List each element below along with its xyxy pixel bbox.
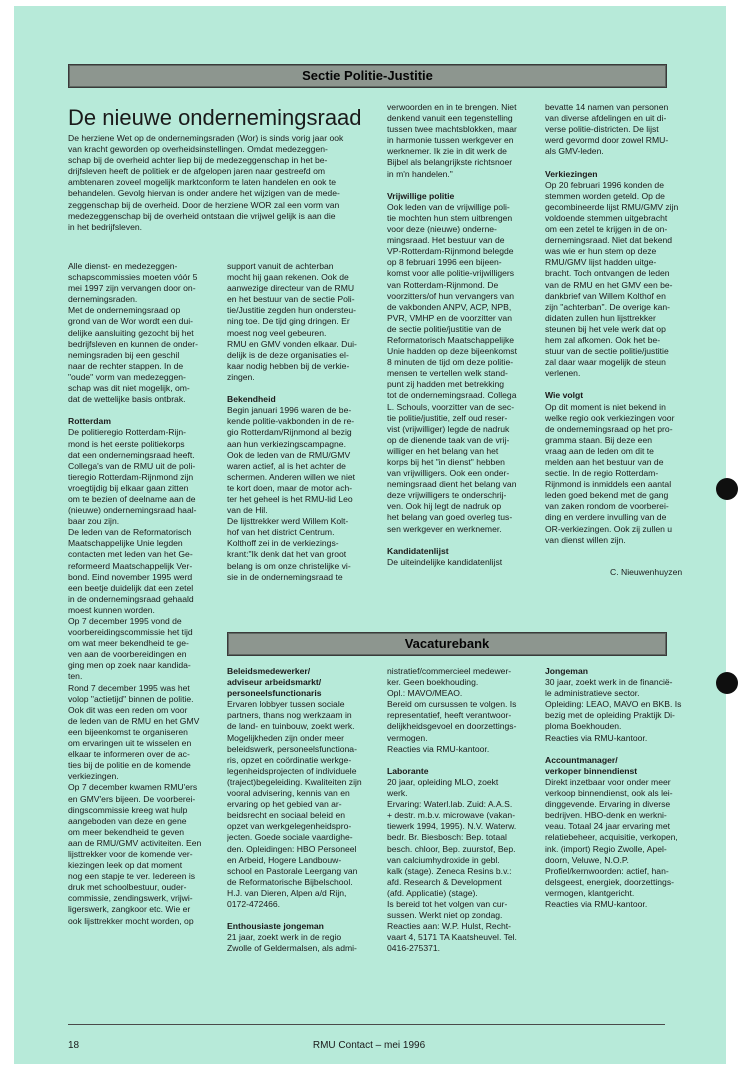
text-line: Op 7 december 1995 vond de <box>68 616 182 626</box>
text-line: moest kunnen worden. <box>68 604 155 615</box>
text-line: aan de RMU/GMV activiteiten. Een <box>68 837 202 848</box>
text-line: tiewerk 1994, 1995). N.V. Waterw. <box>387 821 517 832</box>
text-line: VP-Rotterdam-Rijnmond belegde <box>387 246 514 257</box>
text-line: legenheidsprojecten of individuele <box>227 765 357 776</box>
text-line: mei 1997 zijn vervangen door on- <box>68 283 196 294</box>
text-line: (traject)begeleiding. Kwaliteiten zijn <box>227 776 362 787</box>
text-line: schermen. Anderen willen we niet <box>227 471 356 482</box>
text-line: den. Opleidingen: HBO Personeel <box>227 843 357 854</box>
text-line: Collega's van de RMU uit de poli- <box>68 460 196 471</box>
text-line: 0416-275371. <box>387 943 441 954</box>
text-line: baar zou zijn. <box>68 516 120 527</box>
vacatures-column-3 <box>387 666 537 954</box>
text-line: besch. chloor, Bep. zuurstof, Bep. <box>387 843 516 854</box>
text-line: Opleiding: LEAO, MAVO en BKB. Is <box>545 699 682 710</box>
article-intro <box>68 133 388 233</box>
text-line: van calciumhydroxide in gebl. <box>387 854 500 865</box>
text-line: de sectie politie/justitie van de <box>387 323 502 334</box>
text-line: waren actief, al is het achter de <box>227 460 346 471</box>
text-line: support vanuit de achterban <box>227 261 334 271</box>
text-line: sussen. Werkt niet op zondag. <box>387 910 503 921</box>
subheading: adviseur arbeidsmarkt/ <box>227 677 322 688</box>
text-line: Ook leden van de vrijwillige poli- <box>387 201 510 212</box>
text-line: RMU en GMV vonden elkaar. Dui- <box>227 338 357 349</box>
text-line: hem zal afkomen. Ook het be- <box>545 334 661 345</box>
text-line: vermogen, klantgericht. <box>545 887 635 898</box>
text-line: om ervaringen uit te wisselen en <box>68 738 192 749</box>
article-column-2 <box>227 261 377 583</box>
paragraph-gap <box>545 379 695 390</box>
paragraph-gap <box>227 383 377 394</box>
vacatures-column-2 <box>227 666 377 954</box>
text-line: ten. <box>68 671 83 682</box>
text-line: ven aan de voorbereidingen en <box>68 649 187 660</box>
text-line: komst voor alle politie-vrijwilligers <box>387 268 515 279</box>
text-line: sectie. In de regio Rotterdam- <box>545 468 659 479</box>
text-line: lijsttrekker voor de komende ver- <box>68 848 193 859</box>
text-line: gio Rotterdam/Rijnmond al bezig <box>227 427 352 438</box>
subheading: Jongeman <box>545 666 588 676</box>
paragraph-gap <box>545 157 695 168</box>
text-line: voorbereidingscommissie het tijd <box>68 627 193 638</box>
text-line: bedr. Br. Biesbosch: Bep. totaal <box>387 832 507 843</box>
text-line: kiezingen leek op dat moment <box>68 860 183 871</box>
text-line: belang is om onze christelijke vi- <box>227 560 351 571</box>
text-line: stuur van de sectie politie/justitie <box>545 346 669 357</box>
article-column-4 <box>545 102 695 546</box>
text-line: Bereid om cursussen te volgen. Is <box>387 699 517 710</box>
text-line: en GMV'ers bijeen. De voorberei- <box>68 793 196 804</box>
text-line: 21 jaar, zoekt werk in de regio <box>227 932 342 943</box>
text-line: deze vrijwilligers te onderschrij- <box>387 490 507 501</box>
text-line: te kort doen, maar de motor ach- <box>227 482 353 493</box>
text-line: hof van het district Centrum. <box>227 527 335 538</box>
text-line: schap was dit niet mogelijk, om- <box>68 383 190 394</box>
text-line: leden goed bekend met de gang <box>545 490 669 501</box>
text-line: medezeggenschap bij de overheid ontstaan die vrijwel gelijk is aan die <box>68 210 336 221</box>
text-line: De herziene Wet op de ondernemingsraden (Wor) is sinds vorig jaar ook <box>68 133 344 143</box>
text-line: stemmen worden geteld. Op de <box>545 190 665 201</box>
subheading: Accountmanager/ <box>545 754 618 765</box>
text-line: Op 20 februari 1996 konden de <box>545 179 664 190</box>
text-line: Kolthoff zei in de verkiezings- <box>227 538 339 549</box>
text-line: nemingsraad dient het belang van <box>387 479 517 490</box>
text-line: van kracht geworden op overheidsinstellingen. Omdat medezeggen- <box>68 144 328 155</box>
text-line: dat een ondernemingsraad heeft. <box>68 449 195 460</box>
text-line: sie in de ondernemingsraad te <box>227 571 343 582</box>
text-line: verkiezingen. <box>68 771 119 782</box>
text-line: schapscommissies moeten vóór 5 <box>68 272 198 283</box>
text-line: de leden van de RMU en het GMV <box>68 715 200 726</box>
text-line: van zaken rondom de voorberei- <box>545 501 669 512</box>
text-line: melden aan het bestuur van de <box>545 457 664 467</box>
text-line: Opl.: MAVO/MEAO. <box>387 688 463 699</box>
text-line: Alle dienst- en medezeggen- <box>68 261 178 271</box>
paragraph-gap <box>68 405 218 416</box>
text-line: dernemingsraad. Niet dat bekend <box>545 235 673 246</box>
text-line: vooral advisering, kennis van en <box>227 788 350 799</box>
footer-rule <box>68 1024 665 1025</box>
text-line: delijk is de deze organisaties el- <box>227 349 349 360</box>
text-line: Ook de leden van de RMU/GMV <box>227 449 351 460</box>
text-line: beleidswerk, personeelsfunctiona- <box>227 743 357 754</box>
text-line: (nieuwe) ondernemingsraad haal- <box>68 505 197 516</box>
text-line: tie politie/justitie, zelf oud reser- <box>387 412 508 423</box>
text-line: druk met schoolbestuur, ouder- <box>68 882 187 893</box>
text-line: De leden van de Reformatorisch <box>68 527 192 538</box>
text-line: relatiebeheer, acquisitie, verkopen, <box>545 832 678 843</box>
text-line: Reacties via RMU-kantoor. <box>387 743 490 754</box>
text-line: opzet van werkgelegenheidspro- <box>227 821 352 832</box>
publication-footer: RMU Contact – mei 1996 <box>312 1040 426 1051</box>
text-line: Bijbel als belangrijkste richtsnoer <box>387 157 513 168</box>
text-line: krant:"Ik denk dat het van groot <box>227 549 347 560</box>
text-line: 0172-472466. <box>227 898 281 909</box>
text-line: van de Hil. <box>227 505 268 516</box>
text-line: Ook dit was een reden om voor <box>68 704 188 715</box>
text-line: vroegtijdig bij elkaar gaan zitten <box>68 482 189 493</box>
text-line: vaart 4, 5171 TA Kaatsheuvel. Tel. <box>387 932 517 943</box>
text-line: tieregio Rotterdam-Rijnmond zijn <box>68 471 194 482</box>
text-line: voldoende stemmen uitgebracht <box>545 212 668 223</box>
text-line: de land- en tuinbouw, zoekt werk. <box>227 721 355 732</box>
text-line: op 8 februari 1996 een bijeen- <box>387 257 502 268</box>
text-line: mocht hij gaan rekenen. Ook de <box>227 272 349 283</box>
text-line: voor deze (nieuwe) onderne- <box>387 224 497 235</box>
page-number: 18 <box>68 1040 80 1051</box>
text-line: verlenen. <box>545 368 581 379</box>
text-line: werknemer. Ik zie in dit werk de <box>387 146 507 157</box>
subheading: Enthousiaste jongeman <box>227 921 324 932</box>
text-line: jecten. Goede sociale vaardighe- <box>227 832 353 843</box>
text-line: OR-verkiezingen. Ook zij zullen u <box>545 523 673 534</box>
text-line: mensen te vertellen welk stand- <box>387 368 508 379</box>
text-line: le administratieve sector. <box>545 688 640 699</box>
text-line: het belang van goed overleg tus- <box>387 512 513 523</box>
text-line: bedrijven. HBO-denk en werkni- <box>545 810 667 821</box>
text-line: verwoorden en in te brengen. Niet <box>387 102 517 112</box>
paragraph-gap <box>387 535 537 546</box>
text-line: (afd. Applicatie) (stage). <box>387 887 478 898</box>
text-line: Maatschappelijke Unie legden <box>68 538 183 549</box>
text-line: vraag aan de leden om dit te <box>545 445 654 456</box>
text-line: van vrijwilligers. Ook een onder- <box>387 468 510 479</box>
text-line: in m'n handelen." <box>387 168 453 179</box>
article-column-1 <box>68 261 218 927</box>
text-line: de ondernemingsraad op het pro- <box>545 423 673 434</box>
text-line: Reacties via RMU-kantoor. <box>545 898 648 909</box>
text-line: kaar nodig hebben bij de verkie- <box>227 360 350 371</box>
text-line: H.J. van Dieren, Alpen a/d Rijn, <box>227 887 347 898</box>
text-line: De lijsttrekker werd Willem Kolt- <box>227 516 349 527</box>
text-line: om meer bekendheid te geven <box>68 826 185 837</box>
text-line: Profiel/kernwoorden: actief, han- <box>545 865 669 876</box>
text-line: nistratief/commercieel medewer- <box>387 666 512 676</box>
section-header-bar <box>68 64 667 88</box>
article-column-3 <box>387 102 537 568</box>
text-line: moest nog veel gebeuren. <box>227 327 327 338</box>
text-line: ink. (import) Regio Zwolle, Apel- <box>545 843 667 854</box>
subheading: personeelsfunctionaris <box>227 688 322 699</box>
text-line: ging men op zoek naar kandida- <box>68 660 191 671</box>
text-line: mingsraad. Het bestuur van de <box>387 235 505 246</box>
text-line: behandelen. Gevolg hiervan is onder andere het wijzigen van de mede- <box>68 188 340 199</box>
text-line: denkend vanuit een tegenstelling <box>387 113 513 124</box>
subheading: verkoper binnendienst <box>545 765 638 776</box>
text-line: Ervaring: Waterl.lab. Zuid: A.A.S. <box>387 799 513 810</box>
text-line: Ervaren lobbyer tussen sociale <box>227 699 345 710</box>
text-line: grond van de Wor wordt een dui- <box>68 316 193 327</box>
text-line: ven. Ook hij legt de nadruk op <box>387 501 502 512</box>
text-line: Op 7 december kwamen RMU'ers <box>68 782 198 793</box>
text-line: didaten zullen hun lijsttrekker <box>545 312 656 323</box>
text-line: en het bestuur van de sectie Poli- <box>227 294 355 305</box>
text-line: om een zetel te krijgen in de on- <box>545 224 668 235</box>
text-line: ding en verdere invulling van de <box>545 512 667 523</box>
text-line: bevatte 14 namen van personen <box>545 102 669 112</box>
text-line: delijke aansluiting gezocht bij het <box>68 327 194 338</box>
text-line: ligerswerk, zangkoor etc. Wie er <box>68 904 191 915</box>
text-line: gramma staan. Bij deze een <box>545 434 653 445</box>
text-line: schap bij de overheid achter liep bij de medezeggenschap in het be- <box>68 155 328 166</box>
text-line: Rijnmond is inmiddels een aantal <box>545 479 672 490</box>
text-line: gecombineerde lijst RMU/GMV zijn <box>545 201 679 212</box>
text-line: 20 jaar, opleiding MLO, zoekt <box>387 776 499 787</box>
text-line: een beetje duidelijk dat een zetel <box>68 582 194 593</box>
text-line: punt zij hadden met betrekking <box>387 379 505 390</box>
text-line: partners, thans nog werkzaam in <box>227 710 352 721</box>
text-line: school en Pastorale Leergang van <box>227 865 358 876</box>
text-line: Reacties via RMU-kantoor. <box>545 732 648 743</box>
text-line: en Arbeid, Hogere Landbouw- <box>227 854 342 865</box>
text-line: drijfsleven heeft de politiek er de afgelopen jaren naar gestreefd om <box>68 166 326 177</box>
text-line: tot de ondernemingsraad. Collega <box>387 390 517 401</box>
vacatures-column-4 <box>545 666 695 910</box>
vacaturebank-header: Vacaturebank <box>404 636 490 651</box>
text-line: RMU/GMV lijst hadden uitge- <box>545 257 657 268</box>
text-line: zal daar waar mogelijk de steun <box>545 357 666 368</box>
text-line: ploma Boekhouden. <box>545 721 622 732</box>
text-line: zingen. <box>227 371 255 382</box>
article-title: De nieuwe ondernemingsraad <box>68 105 362 130</box>
text-line: de Reformatorische Bijbelschool. <box>227 876 353 887</box>
text-line: dernemingsraden. <box>68 294 138 305</box>
text-line: om te bezien of deelname aan de <box>68 493 196 504</box>
author-name: C. Nieuwenhuyzen <box>610 567 683 577</box>
text-line: ning toe. De tijd ging dringen. Er <box>227 316 350 327</box>
paragraph-gap <box>387 755 537 766</box>
text-line: om wat meer bekendheid te ge- <box>68 638 189 649</box>
paragraph-gap <box>227 910 377 921</box>
text-line: elkaar te informeren over de ac- <box>68 749 190 760</box>
subheading: Vrijwillige politie <box>387 190 455 201</box>
text-line: zijn "achterban". De overige kan- <box>545 301 671 312</box>
text-line: van diverse afdelingen en uit di- <box>545 113 667 124</box>
text-line: Direkt inzetbaar voor onder meer <box>545 776 671 787</box>
subheading: Rotterdam <box>68 416 111 427</box>
text-line: nemingsraden bij een geschil <box>68 349 180 360</box>
text-line: reformeerd Maatschappelijk Ver- <box>68 560 193 571</box>
punch-hole <box>716 478 738 500</box>
text-line: 30 jaar, zoekt werk in de financië- <box>545 677 673 688</box>
text-line: vermogen. <box>387 732 428 743</box>
subheading: Laborante <box>387 765 429 776</box>
text-line: commissie, zendingswerk, vrijwi- <box>68 893 193 904</box>
text-line: mond is het eerste politiekorps <box>68 438 185 449</box>
text-line: aan hun verkiezingscampagne. <box>227 438 346 449</box>
text-line: in harmonie tussen werkgever en <box>387 135 514 146</box>
text-line: zeggenschap bij de overheid. Door de herziene WOR zal een vorm van <box>68 199 340 210</box>
text-line: Op dit moment is niet bekend in <box>545 401 666 412</box>
text-line: ris, opzet en coördinatie werkge- <box>227 754 352 765</box>
text-line: ervaring op het gebied van ar- <box>227 799 342 810</box>
text-line: ook lijsttrekker mocht worden, op <box>68 915 194 926</box>
text-line: delijkheidsgevoel en doorzettings- <box>387 721 517 732</box>
text-line: werk. <box>387 788 408 799</box>
text-line: korps bij het "in dienst" hebben <box>387 457 505 467</box>
text-line: was wie er hun stem op deze <box>545 246 657 257</box>
text-line: van dienst willen zijn. <box>545 534 626 545</box>
vacaturebank-header-bar <box>227 632 667 656</box>
text-line: De politieregio Rotterdam-Rijn- <box>68 427 186 438</box>
subheading: Beleidsmedewerker/ <box>227 666 311 676</box>
text-line: "oude" vorm van medezeggen- <box>68 371 186 382</box>
text-line: dinggevende. Ervaring in diverse <box>545 799 671 810</box>
text-line: doorn, Veluwe, N.O.P. <box>545 854 629 865</box>
text-line: Reacties aan: W.P. Hulst, Recht- <box>387 921 512 932</box>
text-line: ambtenaren zoveel mogelijk marktconform te laten handelen en ook te <box>68 177 336 188</box>
text-line: bedrijfsleven en kunnen de onder- <box>68 338 198 349</box>
text-line: vist (vrijwilliger) legde de nadruk <box>387 423 510 434</box>
text-line: Unie hadden op deze bijeenkomst <box>387 346 517 357</box>
text-line: volop "actietijd" binnen de politie. <box>68 693 194 704</box>
text-line: veau. Totaal 24 jaar ervaring met <box>545 821 670 832</box>
text-line: tie mochten hun stem uitbrengen <box>387 212 513 223</box>
text-line: sen werkgever en werknemer. <box>387 523 502 534</box>
subheading: Bekendheid <box>227 394 276 405</box>
section-header: Sectie Politie-Justitie <box>302 68 433 83</box>
text-line: 8 minuten de tijd om deze politie- <box>387 357 514 368</box>
text-line: naar de rechter stappen. In de <box>68 360 184 371</box>
text-line: dankbrief van Willem Kolthof en <box>545 290 666 301</box>
text-line: verse politie-districten. De lijst <box>545 124 659 135</box>
text-line: williger en het belang van het <box>387 445 499 456</box>
text-line: aangeboden van deze en gene <box>68 815 187 826</box>
text-line: afd. Research & Development <box>387 876 502 887</box>
text-line: op de dienende taak van de vrij- <box>387 434 510 445</box>
text-line: nog een stapje te ver. Iedereen is <box>68 871 196 882</box>
text-line: een bijeenkomst te organiseren <box>68 726 188 737</box>
text-line: ker. Geen boekhouding. <box>387 677 479 688</box>
text-line: kende politie-vakbonden in de re- <box>227 416 355 427</box>
text-line: steunen bij het vele werk dat op <box>545 323 666 334</box>
text-line: beidsrecht en sociaal beleid en <box>227 810 346 821</box>
text-line: als GMV-leden. <box>545 146 604 157</box>
text-line: bezig met de opleiding Praktijk Di- <box>545 710 675 721</box>
paragraph-gap <box>387 180 537 191</box>
text-line: tussen twee machtsblokken, maar <box>387 124 517 135</box>
text-line: De uiteindelijke kandidatenlijst <box>387 556 503 567</box>
subheading: Verkiezingen <box>545 168 598 179</box>
text-line: tie/Justitie zegden hun ondersteu- <box>227 305 356 316</box>
text-line: contacten met leden van het Ge- <box>68 549 193 560</box>
text-line: van de RMU en het GMV een be- <box>545 279 673 290</box>
text-line: Mogelijkheden zijn onder meer <box>227 732 345 743</box>
text-line: Met de ondernemingsraad op <box>68 305 181 316</box>
text-line: Begin januari 1996 waren de be- <box>227 405 352 416</box>
text-line: aanwezige directeur van de RMU <box>227 283 355 294</box>
text-line: + destr. m.b.v. microwave (vakan- <box>387 810 516 821</box>
text-line: de vakbonden ANPV, ACP, NPB, <box>387 301 512 312</box>
text-line: representatief, heeft verantwoor- <box>387 710 512 721</box>
text-line: Reformatorisch Maatschappelijke <box>387 334 515 345</box>
text-line: Is bereid tot het volgen van cur- <box>387 898 508 909</box>
text-line: Rond 7 december 1995 was het <box>68 682 190 693</box>
text-line: PVR, VMHP en de voorzitter van <box>387 312 512 323</box>
text-line: voorzitters/of hun vervangers van <box>387 290 515 301</box>
text-line: Zwolle of Geldermalsen, als admi- <box>227 943 357 954</box>
text-line: kalk (stage). Zeneca Resins b.v.: <box>387 865 512 876</box>
text-line: in de ondernemingsraad gehaald <box>68 593 194 604</box>
text-line: verkoop binnendienst, ook als lei- <box>545 788 673 799</box>
punch-hole <box>716 672 738 694</box>
text-line: ter het geheel is het RMU-lid Leo <box>227 493 353 504</box>
text-line: in het bedrijfsleven. <box>68 221 143 232</box>
text-line: werd gevormd door zowel RMU- <box>545 135 669 146</box>
paragraph-gap <box>545 744 695 755</box>
text-line: bracht. Toch ontvangen de leden <box>545 268 670 279</box>
text-line: dat de wettelijke basis ontbrak. <box>68 394 186 405</box>
text-line: bond. Eind november 1995 werd <box>68 571 193 582</box>
subheading: Wie volgt <box>545 390 584 401</box>
text-line: ties bij de politie en de komende <box>68 760 191 771</box>
text-line: welke regio ook verkiezingen voor <box>545 412 675 423</box>
text-line: L. Schouls, voorzitter van de sec- <box>387 401 515 412</box>
subheading: Kandidatenlijst <box>387 545 449 556</box>
text-line: dingscommissie kreeg wat hulp <box>68 804 188 815</box>
text-line: delsgeest, energiek, doorzettings- <box>545 876 674 887</box>
article-author <box>610 567 700 578</box>
text-line: van Rotterdam-Rijnmond. De <box>387 279 499 290</box>
